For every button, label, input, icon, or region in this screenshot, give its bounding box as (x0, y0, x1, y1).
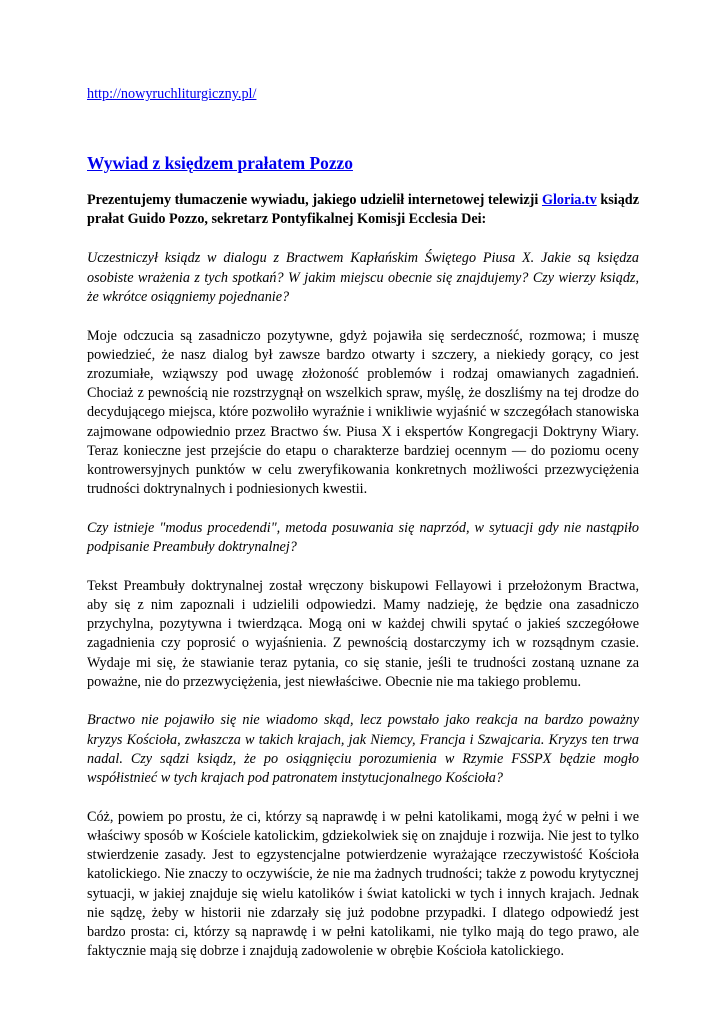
answer-paragraph: Moje odczucia są zasadniczo pozytywne, gdyż pojawiła się serdeczność, rozmowa; i muszę powiedzieć, że nasz dialog był zawsze bardzo otwarty i szczery, a niekiedy gorący, co jest zrozumiałe, wziąwszy pod uwagę złożoność problemów i rodzaj omawianych zagadnień. Chociaż z pewnością nie rozstrzygnął on wszelkich spraw, myślę, że doszliśmy na tej drodze do decydującego miejsca, które pozwoliło wyraźnie i wnikliwie wyjaśnić w szczegółach stanowiska zajmowane odpowiednio przez Bractwo św. Piusa X i ekspertów Kongregacji Doktryny Wiary. Teraz konieczne jest przejście do etapu o charakterze bardziej ocennym — do poziomu oceny kontrowersyjnych punktów w celu zweryfikowania konkretnych możliwości przezwyciężenia trudności doktrynalnych i podniesionych kwestii. (87, 327, 639, 498)
answer-paragraph: Cóż, powiem po prostu, że ci, którzy są naprawdę i w pełni katolikami, mogą żyć w pełni i we właściwy sposób w Kościele katolickim, gdziekolwiek się on znajduje i rozwija. Nie jest to tylko stwierdzenie zasady. Jest to egzystencjalne potwierdzenie wyrażające rzeczywistość Kościoła katolickiego. Nie znaczy to oczywiście, że nie ma żadnych trudności; także z powodu krytycznej sytuacji, w jakiej znajduje się wielu katolików i świat katolicki w tych i innych krajach. Jednak nie sądzę, żeby w historii nie zdarzały się już podobne przypadki. I dlatego odpowiedź jest bardzo prosta: ci, którzy są naprawdę i w pełni katolikami, nie tylko mają do tego prawo, ale faktycznie mają się dobrze i znajdują zadowolenie w obrębie Kościoła katolickiego. (87, 808, 639, 960)
answer-paragraph: Tekst Preambuły doktrynalnej został wręczony biskupowi Fellayowi i przełożonym Bractwa, aby się z nim zapoznali i udzielili odpowiedzi. Mamy nadzieję, że będzie ona zasadniczo przychylna, pozytywna i twierdząca. Mogą oni w każdej chwili spytać o jakieś szczegółowe zagadnienia czy poprosić o wyjaśnienia. Z pewnością dostarczymy ich w rozsądnym czasie. Wydaje mi się, że stawianie teraz pytania, co się stanie, jeśli te trudności zostaną uznane za poważne, nie do przezwyciężenia, jest niewłaściwe. Obecnie nie ma takiego problemu. (87, 577, 639, 690)
intro-text-before: Prezentujemy tłumaczenie wywiadu, jakiego udzielił internetowej telewizji (87, 192, 542, 208)
document-content (87, 86, 639, 961)
question-paragraph: Uczestniczył ksiądz w dialogu z Bractwem Kapłańskim Świętego Piusa X. Jakie są księdza osobiste wrażenia z tych spotkań? W jakim miejscu obecnie się znajdujemy? Czy wierzy ksiądz, że wkrótce osiągniemy pojednanie? (87, 250, 639, 305)
gloria-tv-link[interactable]: Gloria.tv (541, 192, 597, 208)
question-paragraph: Bractwo nie pojawiło się nie wiadomo skąd, lecz powstało jako reakcja na bardzo poważny kryzys Kościoła, zwłaszcza w takich krajach, jak Niemcy, Francja i Szwajcaria. Kryzys ten trwa nadal. Czy sądzi ksiądz, że po osiągnięciu porozumienia w Rzymie FSSPX będzie mogło współistnieć w tych krajach pod patronatem instytucjonalnego Kościoła? (87, 712, 639, 787)
intro-text-after: ksiądz prałat Guido Pozzo, sekretarz Pontyfikalnej Komisji Ecclesia Dei: (87, 192, 639, 228)
source-link[interactable]: http://nowyruchliturgiczny.pl/ (87, 86, 257, 102)
article-title-link[interactable]: Wywiad z księdzem prałatem Pozzo (87, 153, 353, 173)
question-paragraph: Czy istnieje "modus procedendi", metoda posuwania się naprzód, w sytuacji gdy nie nastąpiło podpisanie Preambuły doktrynalnej? (87, 519, 639, 556)
intro-paragraph (87, 191, 639, 229)
